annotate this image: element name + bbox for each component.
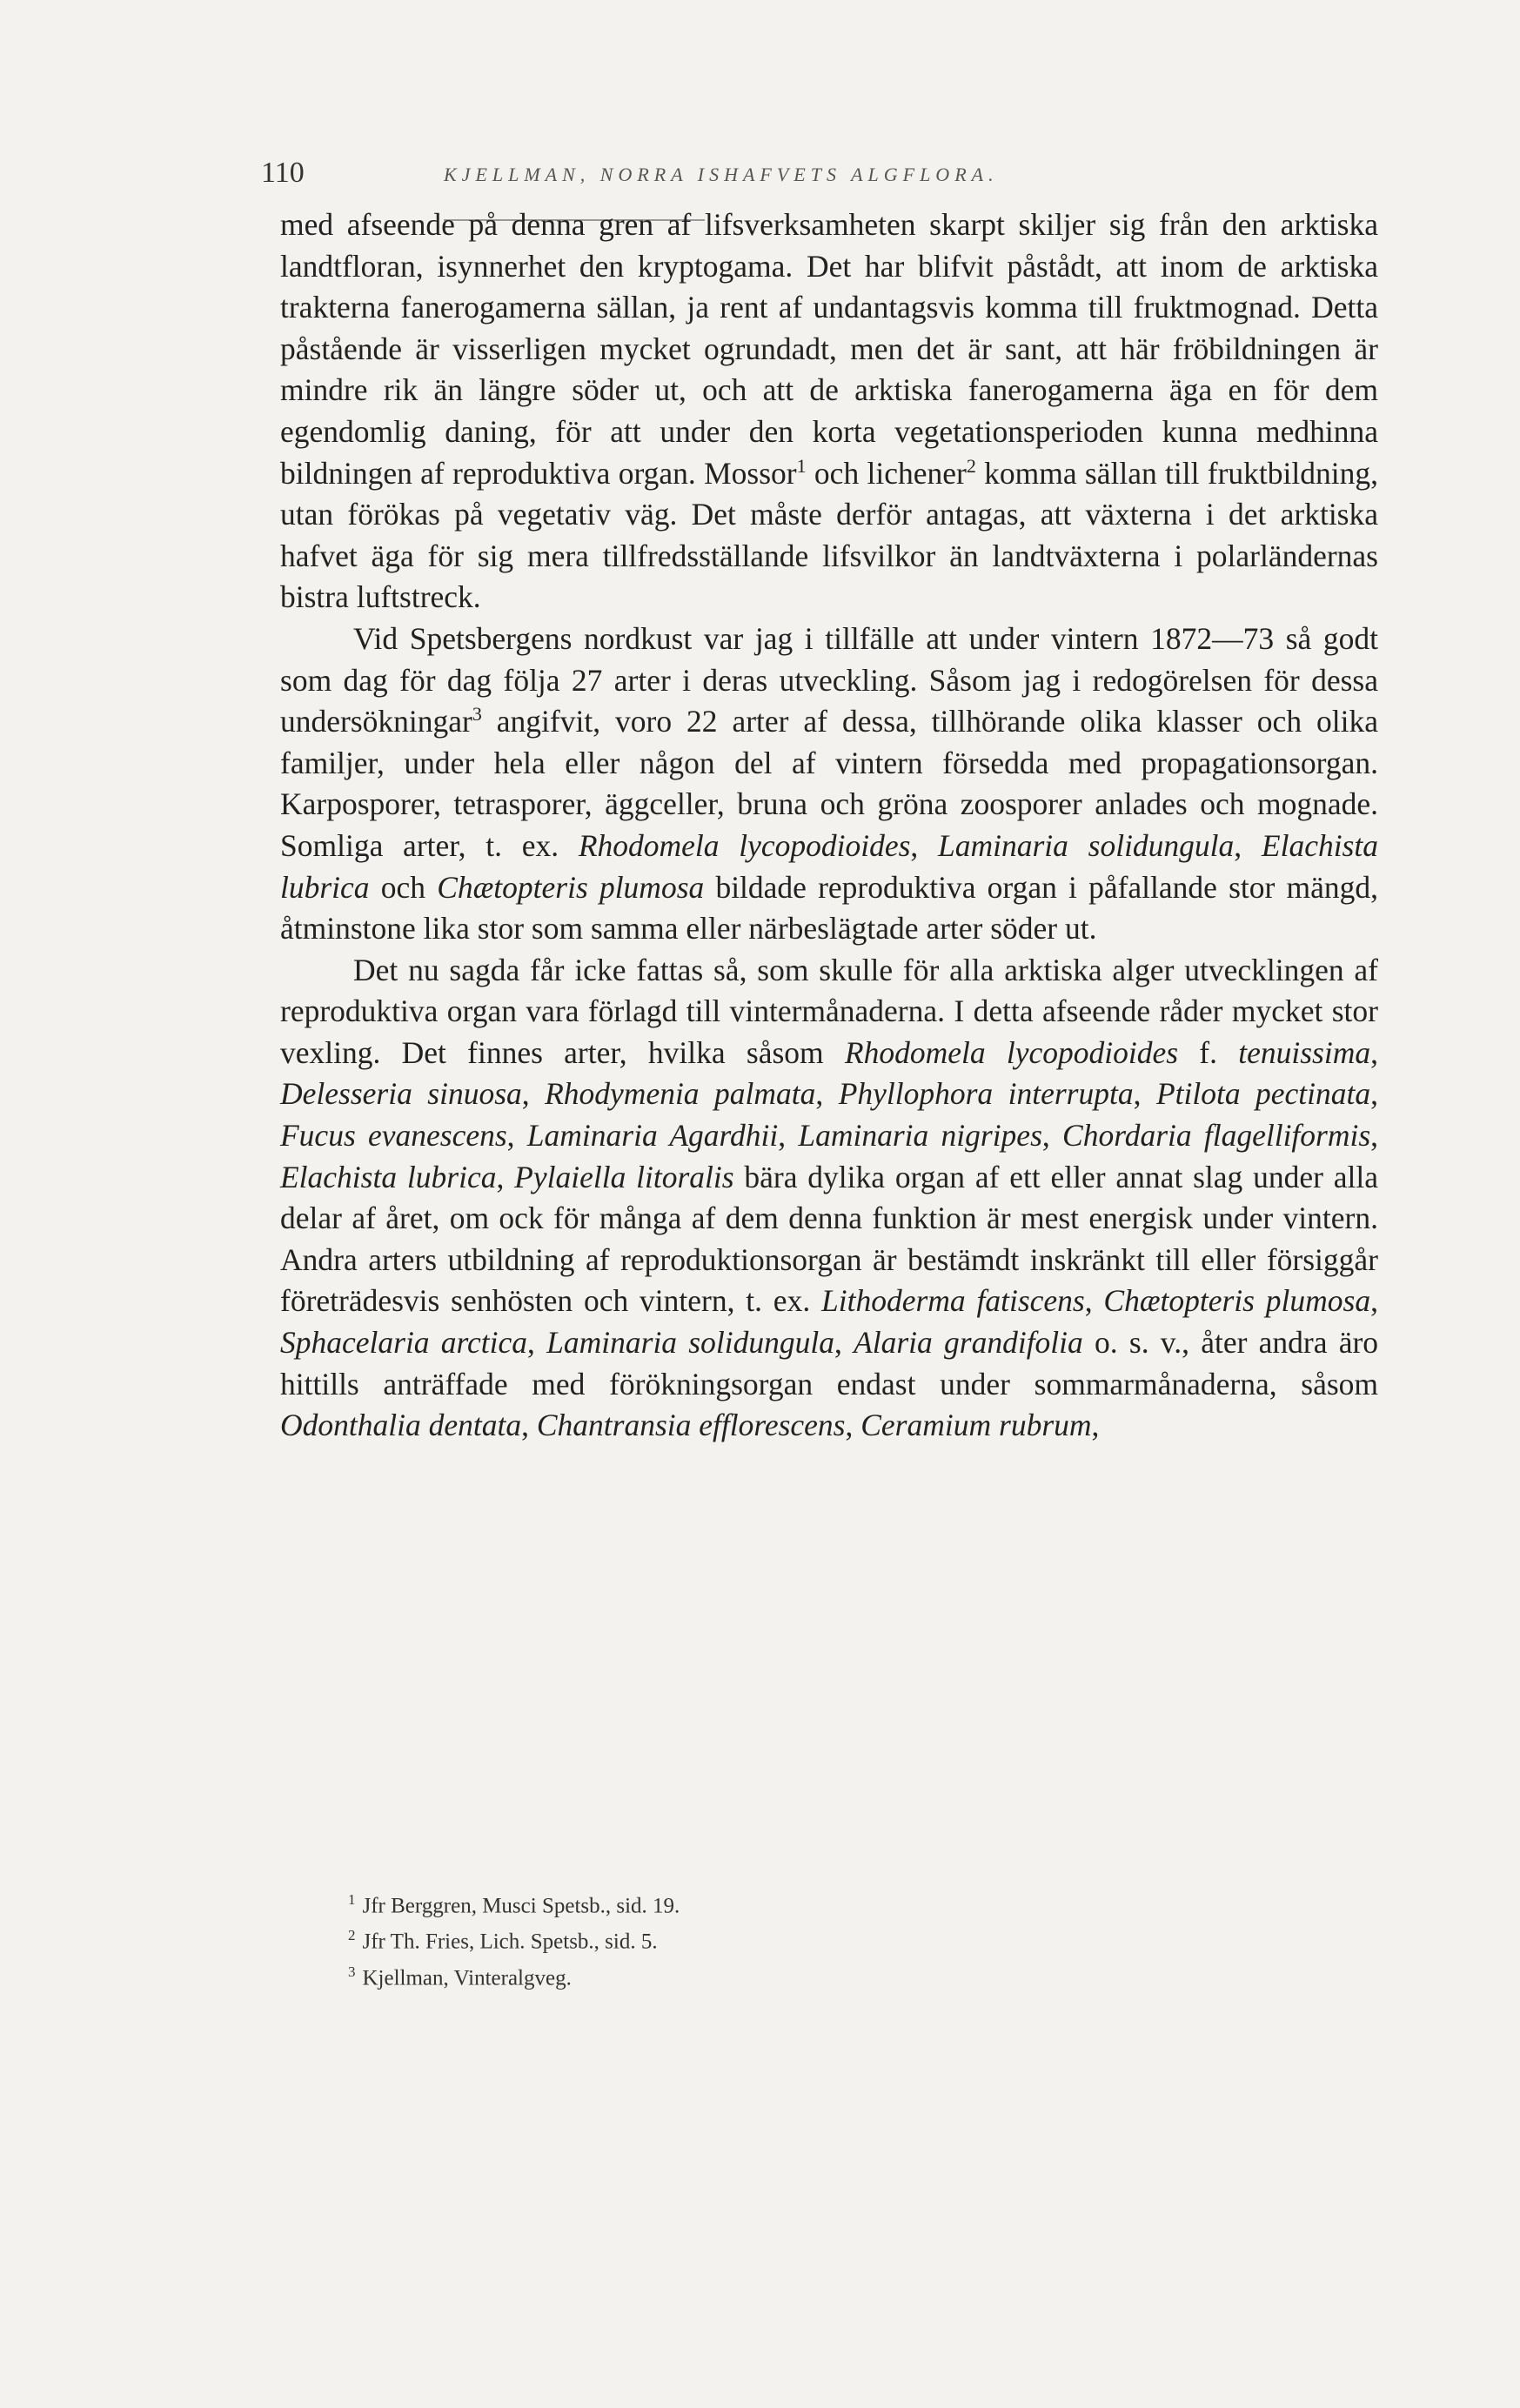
species-name: Ptilota pectinata xyxy=(1155,1076,1371,1112)
species-name: tenuissima xyxy=(1238,1034,1371,1070)
species-name: Sphacelaria arctica xyxy=(280,1325,528,1361)
species-name: Laminaria nigripes xyxy=(798,1118,1042,1154)
species-name: Alaria grandifolia xyxy=(854,1325,1083,1361)
footnote-2 xyxy=(348,1921,1131,1956)
species-name: Odonthalia dentata xyxy=(280,1408,522,1443)
footnote-text: Jfr Th. Fries, Lich. Spetsb., sid. 5. xyxy=(362,1930,658,1954)
species-name: Phyllophora interrupta xyxy=(838,1076,1134,1112)
footnote-mark: 3 xyxy=(348,1963,356,1980)
paragraph-2: Vid Spetsbergens nordkust var jag i tillfälle att under vintern 1872—73 så godt som dag för dag följa 27 arter i deras utveckling. Såsom jag i redogörelsen för dessa undersökningar$^3$ angifvit, voro 22 arter af dessa, tillhörande olika klasser och olika familjer, under hela eller någon del af vintern försedda med propagationsorgan. Karposporer, tetrasporer, äggceller, bruna och gröna zoosporer anlades och mognade. Somliga arter, t. ex. Rhodomela lycopodioides, Laminaria solidungula, Elachista lubrica och Chætopteris plumosa bildade reproduktiva organ i påfallande stor mängd, åtminstone lika stor som samma eller närbeslägtade arter söder ut. xyxy=(280,620,1378,946)
species-name: Rhodymenia palmata xyxy=(545,1076,816,1112)
species-name: Fucus evanescens xyxy=(280,1118,507,1154)
footnote-ref-3: 3 xyxy=(472,703,482,726)
species-name: Chætopteris plumosa xyxy=(1103,1283,1371,1319)
species-name: Laminaria solidungula xyxy=(938,827,1235,863)
paragraph-3: Det nu sagda får icke fattas så, som skulle för alla arktiska alger utvecklingen af reproduktiva organ vara förlagd till vintermånaderna. I detta afseende råder mycket stor vexling. Det finnes arter, hvilka såsom Rhodomela lycopodioides f. tenuissima, Delesseria sinuosa, Rhodymenia palmata, Phyllophora interrupta, Ptilota pectinata, Fucus evanescens, Laminaria Agardhii, Laminaria nigripes, Chordaria flagelliformis, Elachista lubrica, Pylaiella litoralis bära dylika organ af ett eller annat slag under alla delar af året, om ock för många af dem denna funktion är mest energisk under vintern. Andra arters utbildning af reproduktionsorgan är bestämdt inskränkt till eller försiggår företrädesvis senhösten och vintern, t. ex. Lithoderma fatiscens, Chætopteris plumosa, Sphacelaria arctica, Laminaria solidungula, Alaria grandifolia o. s. v., åter andra äro hittills anträffade med förökningsorgan endast under sommarmånaderna, såsom Odonthalia dentata, Chantransia efflorescens, Ceramium rubrum, xyxy=(280,952,1379,1443)
running-title: KJELLMAN, NORRA ISHAFVETS ALGFLORA. xyxy=(444,164,999,185)
species-name: Elachista lubrica xyxy=(280,1159,497,1194)
species-name: Chantransia efflorescens xyxy=(536,1408,846,1443)
footnote-mark: 1 xyxy=(348,1891,356,1908)
footnote-3 xyxy=(348,1957,1131,1993)
species-name: Ceramium rubrum xyxy=(860,1408,1092,1443)
species-name: Pylaiella litoralis xyxy=(514,1159,734,1194)
footnote-1 xyxy=(348,1885,1131,1921)
species-name: Elachista lubrica xyxy=(280,827,1378,905)
species-name: Lithoderma fatiscens xyxy=(821,1283,1085,1319)
footnote-ref-2: 2 xyxy=(966,454,976,477)
footnote-text: Jfr Berggren, Musci Spetsb., sid. 19. xyxy=(362,1894,680,1918)
footnote-ref-1: 1 xyxy=(796,454,807,477)
footnote-mark: 2 xyxy=(348,1927,356,1944)
species-name: Rhodomela lycopodioides xyxy=(844,1034,1179,1070)
species-name: Chordaria flagelliformis xyxy=(1062,1118,1371,1154)
footnotes xyxy=(348,1885,1131,1993)
footnote-text: Kjellman, Vinteralgveg. xyxy=(362,1965,572,1990)
species-name: Laminaria Agardhii xyxy=(526,1118,779,1154)
page-number: 110 xyxy=(261,157,305,189)
paragraph-1: med afseende på denna gren af lifsverksamheten skarpt skiljer sig från den arktiska landtfloran, isynnerhet den kryptogama. Det har blifvit påstådt, att inom de arktiska trakterna fanerogamerna sällan, ja rent af undantagsvis komma till fruktmognad. Detta påstående är visserligen mycket ogrundadt, men det är sant, att här fröbildningen är mindre rik än längre söder ut, och att de arktiska fanerogamerna äga en för dem egendomlig daning, för att under den korta vegetationsperioden kunna medhinna bildningen af reproduktiva organ. Mossor$^1$ och lichener$^2$ komma sällan till fruktbildning, utan förökas på vegetativ väg. Det måste derför antagas, att växterna i det arktiska hafvet äga för sig mera tillfredsställande lifsvilkor än landtväxterna i polarländernas bistra luftstreck. xyxy=(280,207,1378,615)
body-text xyxy=(280,204,1378,1447)
species-name: Chætopteris plumosa xyxy=(437,869,705,905)
species-name: Laminaria solidungula xyxy=(546,1325,834,1361)
species-name: Delesseria sinuosa xyxy=(280,1076,522,1112)
page-header xyxy=(261,157,1305,200)
species-name: Rhodomela lycopodioides xyxy=(578,827,911,863)
